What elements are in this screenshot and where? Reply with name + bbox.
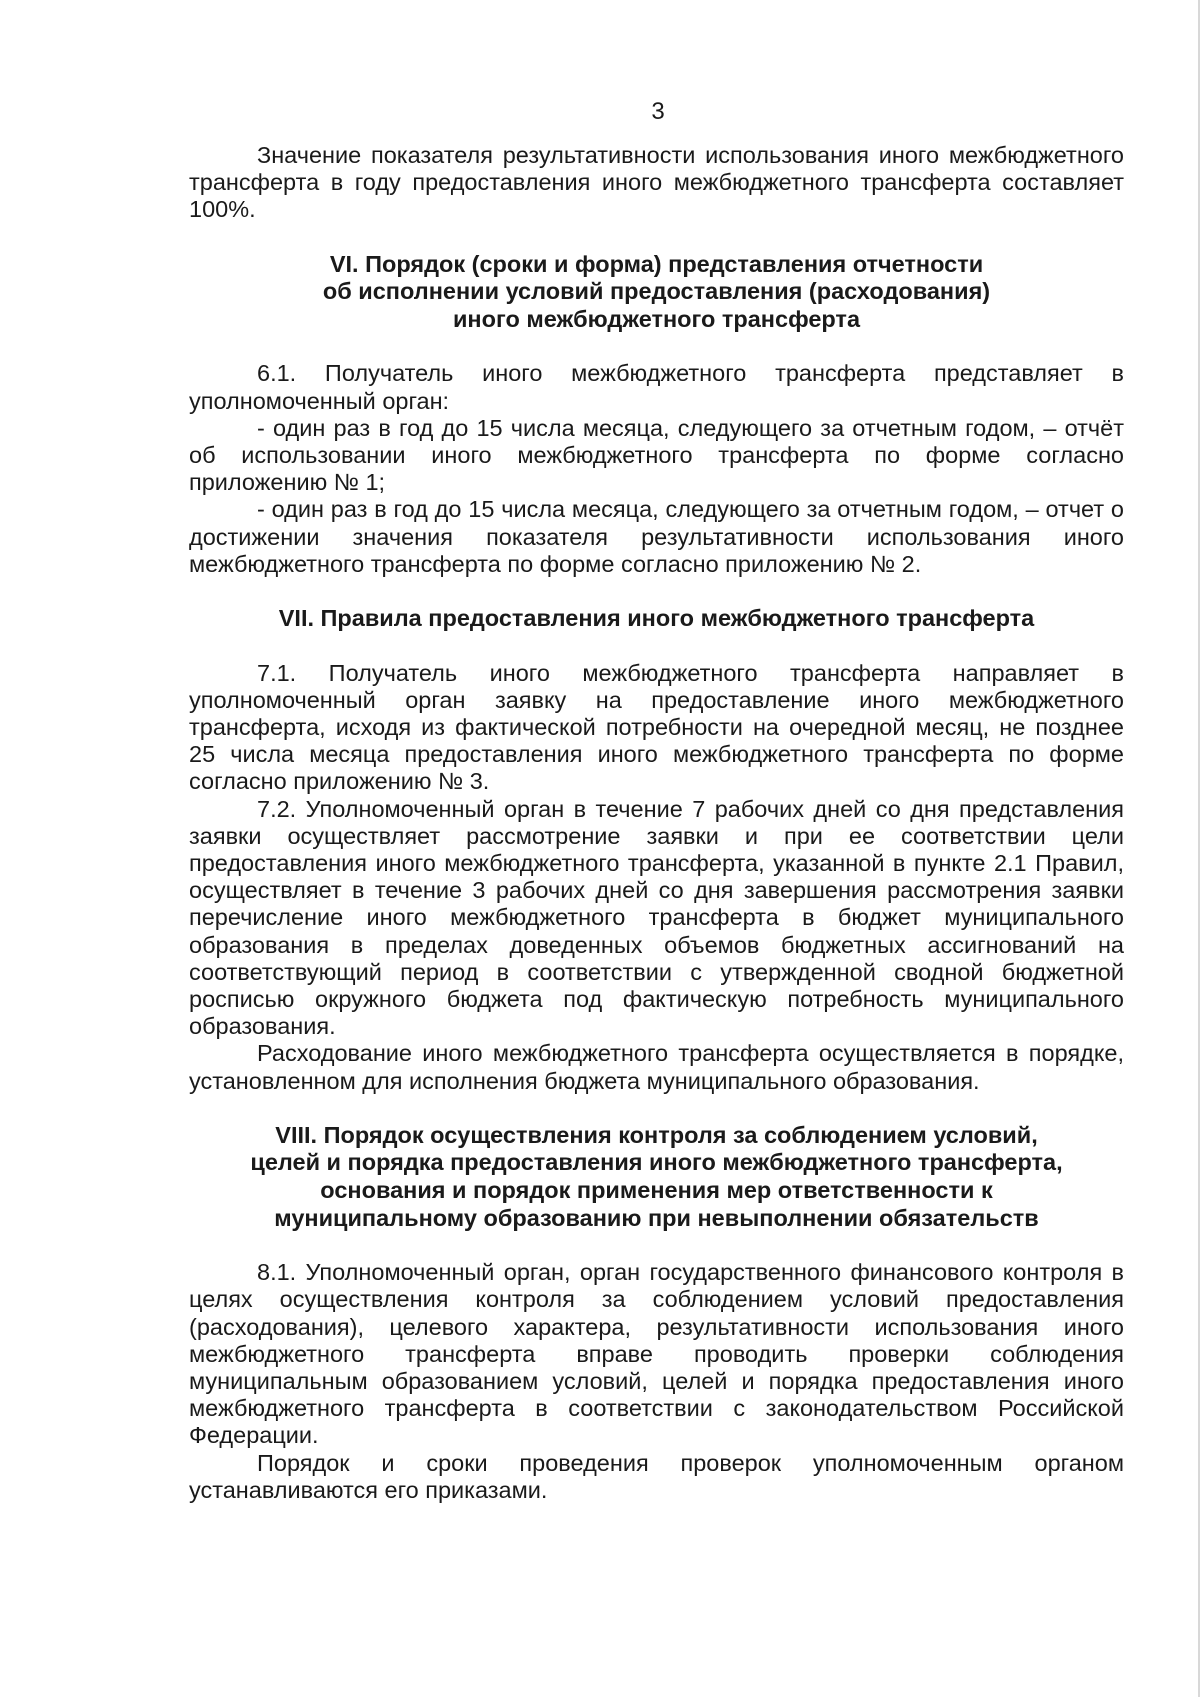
section-6-paragraph-1: 6.1. Получатель иного межбюджетного трансферта представляет в уполномоченный орган: [189,360,1124,414]
section-8-title-line-1: VIII. Порядок осуществления контроля за соблюдением условий, [275,1121,1038,1148]
section-6-title [189,251,1124,334]
section-8-title-line-3: основания и порядок применения мер ответственности к [320,1177,993,1204]
section-6-title-line-2: об исполнении условий предоставления (расходования) [322,278,991,305]
section-7-title: VII. Правила предоставления иного межбюджетного трансферта [278,605,1035,632]
page-number: 3 [651,98,665,125]
section-8-title [189,1122,1124,1232]
document-body [189,142,1124,1504]
section-6-paragraph-3: - один раз в год до 15 числа месяца, следующего за отчетным годом, – отчет о достижении значения показателя результативности использования иного межбюджетного трансферта по форме согласно приложению № 2. [189,496,1124,577]
section-8-paragraph-1: 8.1. Уполномоченный орган, орган государственного финансового контроля в целях осуществления контроля за соблюдением условий предоставления (расходования), целевого характера, результативности использования иного межбюджетного трансферта вправе проводить проверки соблюдения муниципальным образованием условий, целей и порядка предоставления иного межбюджетного трансферта в соответствии с законодательством Российской Федерации. [189,1259,1124,1449]
section-7-paragraph-2: 7.2. Уполномоченный орган в течение 7 рабочих дней со дня представления заявки осуществляет рассмотрение заявки и при ее соответствии цели предоставления иного межбюджетного трансферта, указанной в пункте 2.1 Правил, осуществляет в течение 3 рабочих дней со дня завершения рассмотрения заявки перечисление иного межбюджетного трансферта в бюджет муниципального образования в пределах доведенных объемов бюджетных ассигнований на соответствующий период в соответствии с утвержденной сводной бюджетной росписью окружного бюджета под фактическую потребность муниципального образования. [189,795,1124,1040]
section-8-paragraph-2: Порядок и сроки проведения проверок уполномоченным органом устанавливаются его приказами. [189,1449,1124,1503]
section-6-title-line-3: иного межбюджетного трансферта [452,305,861,332]
section-8-title-line-2: целей и порядка предоставления иного межбюджетного трансферта, [250,1149,1063,1176]
section-7-paragraph-3: Расходование иного межбюджетного трансферта осуществляется в порядке, установленном для исполнения бюджета муниципального образования. [189,1040,1124,1094]
intro-paragraph: Значение показателя результативности использования иного межбюджетного трансферта в году предоставления иного межбюджетного трансферта составляет 100%. [189,142,1124,223]
section-8-title-line-4: муниципальному образованию при невыполнении обязательств [274,1204,1039,1231]
section-6-title-line-1: VI. Порядок (сроки и форма) представления отчетности [329,250,984,277]
section-6-paragraph-2: - один раз в год до 15 числа месяца, следующего за отчетным годом, – отчёт об использовании иного межбюджетного трансферта по форме согласно приложению № 1; [189,414,1124,496]
section-7-paragraph-1: 7.1. Получатель иного межбюджетного трансферта направляет в уполномоченный орган заявку на предоставление иного межбюджетного трансферта, исходя из фактической потребности на очередной месяц, не позднее 25 числа месяца предоставления иного межбюджетного трансферта по форме согласно приложению № 3. [189,659,1124,795]
